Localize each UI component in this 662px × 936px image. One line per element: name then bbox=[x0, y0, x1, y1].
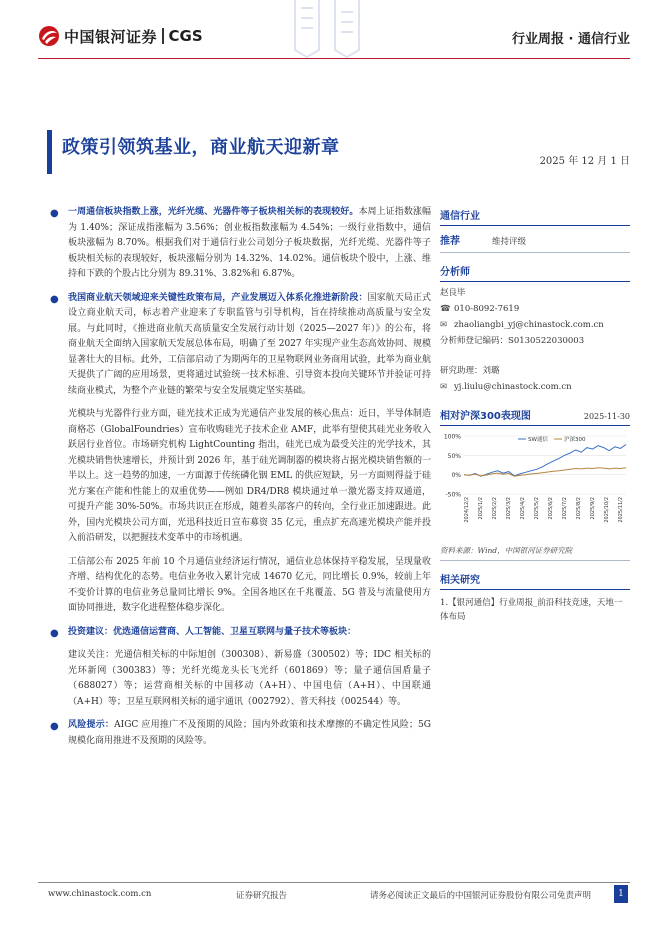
y-tick-label: 50% bbox=[447, 452, 461, 460]
sidebar bbox=[440, 207, 630, 624]
mail-icon: ✉ bbox=[440, 320, 448, 330]
bullet-icon: ● bbox=[50, 293, 59, 305]
watermark-icon bbox=[292, 0, 322, 58]
legend-label: 沪深300 bbox=[564, 437, 586, 443]
logo-divider bbox=[162, 28, 164, 44]
rating-row bbox=[440, 232, 630, 253]
industry-heading: 通信行业 bbox=[440, 207, 630, 226]
summary-point bbox=[48, 291, 431, 400]
bullet-icon: ● bbox=[50, 627, 59, 639]
bullet-icon: ● bbox=[50, 721, 59, 732]
chart-title: 相对沪深300表现图 bbox=[440, 411, 531, 422]
x-tick-label: 2025/5/2 bbox=[534, 497, 540, 520]
report-title: 政策引领筑基业，商业航天迎新章 bbox=[62, 137, 340, 158]
title-accent-bar bbox=[47, 130, 52, 174]
logo-icon bbox=[38, 25, 60, 47]
analyst-name: 赵良毕 bbox=[440, 288, 466, 298]
rating-value: 维持评级 bbox=[492, 237, 527, 247]
point-heading: 一周通信板块指数上涨，光纤光缆、光器件等子板块相关标的表现较好。 bbox=[68, 207, 359, 217]
footer-doc-type: 证券研究报告 bbox=[236, 891, 288, 901]
body-paragraph: 工信部公布 2025 年前 10 个月通信业经济运行情况，通信业总体保持平稳发展，呈现量收齐增、结构优化的态势。电信业务收入累计完成 14670 亿元，同比增长 0.9%，较前上年不变价计算的电信业务总量同比增长 9%。全国各地区在千兆覆盖、5G 普及与流量使用方面协同推进，数字化进程整体稳步深化。 bbox=[68, 556, 431, 613]
phone-icon: ☎ bbox=[440, 304, 451, 314]
x-tick-label: 2025/2/2 bbox=[492, 497, 498, 520]
related-heading: 相关研究 bbox=[440, 571, 630, 590]
x-tick-label: 2024/12/2 bbox=[464, 497, 470, 523]
point-heading: 风险提示： bbox=[68, 720, 115, 730]
report-date: 2025 年 12 月 1 日 bbox=[539, 156, 630, 167]
x-tick-label: 2025/10/2 bbox=[604, 497, 610, 523]
assistant-email[interactable]: ✉ yj.liulu@chinastock.com.cn bbox=[440, 379, 630, 395]
related-item[interactable]: 1.【银河通信】行业周报_前沿科技竞速，天地一体布局 bbox=[440, 598, 623, 622]
logo-text-en: CGS bbox=[168, 27, 203, 45]
body-paragraph: 光模块与光器件行业方面，硅光技术正成为光通信产业发展的核心焦点：近日，半导体制造商格芯（GlobalFoundries）宣布收购硅光子技术企业 AMF，此举有望使其硅光业务收入跃居行业首位。市场研究机构 LightCounting 指出，硅光已成为最受关注的光学技术，其光模块销售快速增长，并预计到 2026 年，基于硅光调制器的模块将占据光模块销售额的一半以上。这一趋势的加速，一方面源于传统磷化铟 EML 的供应短缺，另一方面则得益于硅光方案在产能和性能上的双重优势——例如 DR4/DR8 模块通过单一激光器支持双通道，可提升产能 30%-50%。市场共识正在形成，随着头部客户的转向，全行业正加速跟进。此外，国内光模块公司方面，光迅科技近日宣布募资 35 亿元，重点扩充高速光模块产能并投入前沿研发，以把握技术变革中的市场机遇。 bbox=[68, 409, 431, 543]
assistant-name: 研究助理：刘璐 bbox=[440, 366, 500, 376]
summary-point bbox=[48, 718, 431, 749]
mail-icon: ✉ bbox=[440, 382, 448, 392]
chart-date: 2025-11-30 bbox=[583, 412, 630, 421]
legend-label: SW通信 bbox=[528, 437, 548, 443]
summary-point bbox=[48, 625, 431, 641]
company-logo bbox=[38, 25, 203, 47]
chart-source: 资料来源：Wind，中国银河证券研究院 bbox=[440, 545, 630, 561]
footer-disclaimer: 请务必阅读正文最后的中国银河证券股份有限公司免责声明 bbox=[370, 891, 592, 901]
x-tick-label: 2025/9/2 bbox=[590, 497, 596, 520]
point-heading: 我国商业航天领域迎来关键性政策布局，产业发展迈入体系化推进新阶段： bbox=[68, 292, 368, 303]
report-header bbox=[0, 0, 662, 72]
y-tick-label: 0% bbox=[451, 472, 461, 480]
analyst-registration: 分析师登记编码：S0130522030003 bbox=[440, 336, 585, 346]
analyst-heading: 分析师 bbox=[440, 263, 630, 282]
main-content bbox=[48, 205, 431, 749]
performance-chart bbox=[440, 426, 630, 540]
analyst-phone: ☎ 010-8092-7619 bbox=[440, 301, 630, 317]
point-body: 本周上证指数涨幅为 1.40%；深证成指涨幅为 3.56%；创业板指数涨幅为 4.54%；一级行业指数中，通信板块涨幅为 8.70%。根据我们对于通信行业公司划分子板块数据，光纤光缆、光器件等子板块相关标的表现较好，板块涨幅分别为 14.32%、14.02%。通信板块个股中，上涨、维持和下跌的个股占比分别为 89.31%、3.82%和 6.87%。 bbox=[68, 207, 431, 279]
x-tick-label: 2025/4/2 bbox=[520, 497, 526, 520]
y-tick-label: 100% bbox=[443, 433, 461, 441]
x-tick-label: 2025/1/2 bbox=[478, 497, 484, 520]
series-line bbox=[464, 445, 626, 477]
footer-site[interactable]: www.chinastock.com.cn bbox=[48, 889, 152, 899]
report-type: 行业周报 · 通信行业 bbox=[512, 32, 630, 47]
x-tick-label: 2025/6/2 bbox=[548, 497, 554, 520]
y-tick-label: -50% bbox=[445, 491, 461, 499]
bullet-icon: ● bbox=[50, 208, 59, 219]
point-body: AIGC 应用推广不及预期的风险；国内外政策和技术摩擦的不确定性风险；5G 规模化商用推进不及预期的风险等。 bbox=[68, 720, 431, 746]
x-tick-label: 2025/7/2 bbox=[562, 497, 568, 520]
logo-text-cn: 中国银河证券 bbox=[64, 27, 158, 46]
page-number: 1 bbox=[614, 885, 628, 903]
point-heading: 投资建议：优选通信运营商、人工智能、卫星互联网与量子技术等板块： bbox=[68, 626, 357, 637]
x-tick-label: 2025/11/2 bbox=[618, 497, 624, 523]
point-body: 国家航天局正式设立商业航天司，标志着产业迎来了专职监管与引导机构，旨在持续推动高质量与安全发展。与此同时，《推进商业航天高质量安全发展行动计划（2025—2027 年）》的公布，将商业航天全面纳入国家航天发展总体布局，明确了至 2027 年实现产业生态高效协同、规模显著壮大的目标。此外，工信部启动了为期两年的卫星物联网业务商用试验，此举为商业航天提供了广阔的应用场景，更将通过试验统一技术标准、引导资本投向关键环节并验证可持续商业模式，为整个产业链的繁荣与安全发展奠定坚实基础。 bbox=[68, 292, 431, 396]
x-tick-label: 2025/8/2 bbox=[576, 497, 582, 520]
chart-header bbox=[440, 407, 630, 426]
analyst-email[interactable]: ✉ zhaoliangbi_yj@chinastock.com.cn bbox=[440, 317, 630, 333]
body-paragraph: 建议关注：光通信相关标的中际旭创（300308）、新易盛（300502）等；IDC 相关标的光环新网（300383）等；光纤光缆龙头长飞光纤（601869）等；量子通信国盾量子（688027）等；运营商相关标的中国移动（A+H）、中国电信（A+H）、中国联通（A+H）等；卫星互联网相关标的通宇通讯（002792）、普天科技（002544）等。 bbox=[68, 650, 431, 707]
watermark-icon bbox=[332, 0, 362, 58]
header-divider bbox=[38, 58, 630, 59]
rating-label: 推荐 bbox=[440, 236, 460, 247]
summary-point bbox=[48, 205, 431, 283]
x-tick-label: 2025/3/2 bbox=[506, 497, 512, 520]
footer-divider bbox=[38, 882, 630, 883]
